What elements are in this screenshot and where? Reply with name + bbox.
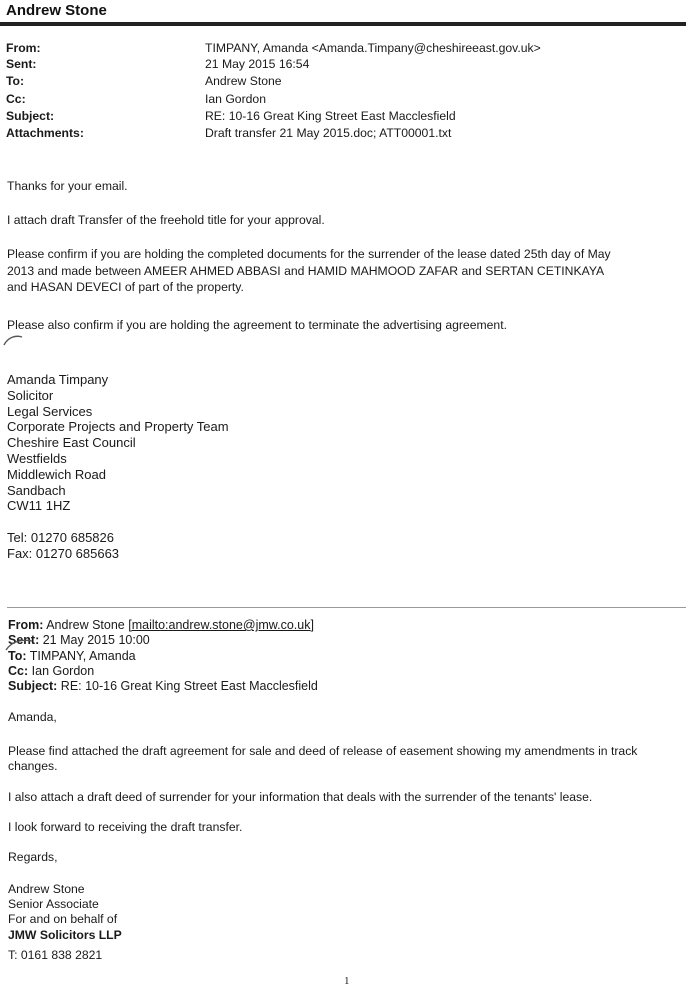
body-paragraph: Please confirm if you are holding the completed documents for the surrender of the lease dated 25th day of May 2013 and made between AMEER AHMED ABBASI and HAMID MAHMOOD ZAFAR and SERTAN CETINKAYA and HASAN DEVECI of part of the property.	[7, 247, 611, 294]
quoted-subject-label: Subject:	[8, 679, 58, 694]
page-title: Andrew Stone	[6, 2, 107, 19]
signature-line: Cheshire East Council	[7, 435, 136, 451]
quoted-sent-value: 21 May 2015 10:00	[42, 633, 150, 648]
quoted-to-label: To:	[8, 648, 27, 663]
quoted-sent-label: Sent:	[8, 633, 40, 648]
header-label: Attachments:	[6, 126, 84, 140]
signature-line: Solicitor	[7, 387, 54, 403]
body-paragraph: I attach draft Transfer of the freehold title for your approval.	[7, 213, 325, 227]
body-paragraph: I look forward to receiving the draft transfer.	[8, 820, 243, 834]
scan-mark-icon	[2, 333, 24, 347]
quoted-cc	[8, 664, 318, 679]
header-value: 21 May 2015 16:54	[205, 57, 310, 71]
body-paragraph: I also attach a draft deed of surrender for your information that deals with the surrender of the tenants' lease.	[8, 790, 593, 804]
contact-block	[7, 530, 119, 562]
header-label: Sent:	[6, 57, 37, 71]
mailto-link[interactable]: [mailto:andrew.stone@jmw.co.uk]	[128, 618, 314, 632]
page-number: 1	[344, 975, 350, 987]
firm-name: JMW Solicitors LLP	[8, 927, 122, 942]
header-value: Draft transfer 21 May 2015.doc; ATT00001.txt	[205, 126, 452, 140]
quoted-from-name: Andrew Stone	[46, 618, 125, 632]
quoted-cc-value: Ian Gordon	[31, 663, 95, 678]
quoted-from-label: From:	[8, 618, 44, 632]
quoted-from	[8, 618, 318, 633]
quoted-tel: T: 0161 838 2821	[8, 948, 103, 962]
body-paragraph: Regards,	[8, 850, 58, 864]
header-value: Andrew Stone	[205, 74, 282, 88]
signature-line: Legal Services	[7, 403, 93, 419]
body-paragraph: Please also confirm if you are holding the agreement to terminate the advertising agreement.	[7, 318, 507, 332]
header-label: Cc:	[6, 92, 26, 106]
tel-number: Tel: 01270 685826	[7, 530, 114, 545]
signature-line: Senior Associate	[8, 897, 99, 912]
header-value: Ian Gordon	[205, 92, 266, 106]
signature-line: Amanda Timpany	[7, 372, 109, 387]
signature-line: Sandbach	[7, 482, 66, 498]
quoted-to	[8, 649, 318, 664]
header-value: RE: 10-16 Great King Street East Macclesfield	[205, 109, 456, 123]
quoted-cc-label: Cc:	[8, 663, 29, 678]
signature-line: Andrew Stone	[8, 882, 85, 896]
email-separator	[7, 607, 686, 608]
header-label: From:	[6, 41, 41, 55]
signature-line: For and on behalf of	[8, 912, 118, 927]
header-label: To:	[6, 74, 25, 88]
header-label: Subject:	[6, 109, 55, 123]
signature-line: Middlewich Road	[7, 466, 106, 482]
signature-block	[7, 372, 229, 514]
header-value: TIMPANY, Amanda <Amanda.Timpany@cheshireeast.gov.uk>	[205, 41, 541, 55]
body-paragraph: Thanks for your email.	[7, 179, 128, 193]
quoted-signature-block	[8, 882, 122, 943]
body-paragraph: Please find attached the draft agreement for sale and deed of release of easement showing my amendments in track changes.	[8, 744, 638, 773]
signature-line: Westfields	[7, 450, 67, 466]
signature-line: CW11 1HZ	[7, 498, 71, 514]
quoted-subject-value: RE: 10-16 Great King Street East Macclesfield	[60, 679, 318, 694]
body-paragraph: Amanda,	[8, 710, 57, 724]
title-divider	[0, 22, 686, 26]
quoted-sent	[8, 633, 318, 648]
quoted-subject	[8, 679, 318, 694]
signature-line: Corporate Projects and Property Team	[7, 419, 229, 435]
quoted-email-header	[8, 618, 318, 694]
fax-number: Fax: 01270 685663	[7, 545, 120, 561]
scan-mark-icon	[4, 638, 34, 652]
quoted-to-value: TIMPANY, Amanda	[29, 648, 136, 663]
